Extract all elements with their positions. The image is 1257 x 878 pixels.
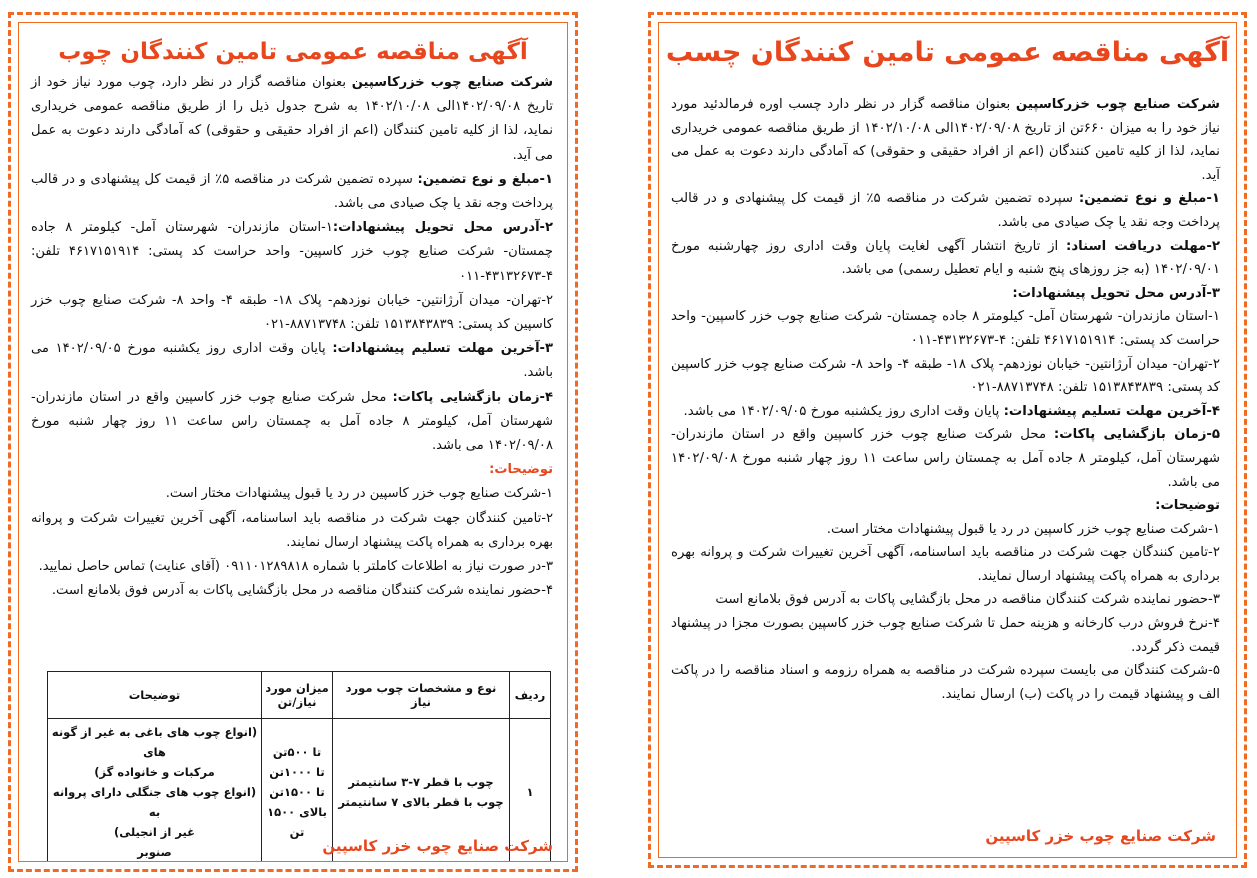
amount-line: تن xyxy=(289,825,305,839)
wood-opening-time xyxy=(31,386,553,459)
wood-address xyxy=(31,216,553,289)
glue-notice-body xyxy=(671,93,1220,706)
glue-notice-title: آگهی مناقصه عمومی تامین کنندگان چسب xyxy=(665,37,1230,68)
glue-opening-time xyxy=(671,423,1220,494)
glue-opening-heading: ۵-زمان بازگشایی پاکات: xyxy=(1053,427,1220,443)
wood-intro xyxy=(31,71,553,168)
wood-notice-title: آگهی مناقصه عمومی تامین کنندگان چوب xyxy=(58,39,528,65)
wood-spec-line: چوب با قطر ۷-۳ سانتیمتر xyxy=(348,775,494,789)
description-line: (انواع چوب های باغی به غیر از گونه های xyxy=(51,725,258,759)
table-header-row xyxy=(48,672,551,719)
description-line: غیر از انجیلی) xyxy=(113,825,196,839)
col-header-row-number: ردیف xyxy=(510,672,551,719)
wood-address-amol: ۱-استان مازندران- شهرستان آمل- کیلومتر ۸ جاده چمستان- شرکت صنایع چوب خزر کاسپین- واحد حراست کد پستی: ۴۶۱۷۱۵۱۹۱۴ تلفن: ۴-۴۳۱۳۲۶۷۳-۰۱۱ xyxy=(31,220,553,284)
col-header-wood-spec: نوع و مشخصات چوب مورد نیاز xyxy=(333,672,510,719)
glue-footer-company: شرکت صنایع چوب خزر کاسپین xyxy=(985,827,1216,845)
wood-spec-line: چوب با قطر بالای ۷ سانتیمتر xyxy=(338,795,504,809)
glue-guarantee-heading: ۱-مبلغ و نوع تضمین: xyxy=(1078,191,1221,207)
glue-note-1: ۱-شرکت صنایع چوب خزر کاسپین در رد یا قبول پیشنهادات مختار است. xyxy=(826,521,1220,537)
wood-submission-text: پایان وقت اداری روز یکشنبه مورخ ۱۴۰۲/۰۹/۰۵ می باشد. xyxy=(31,341,553,381)
amount-line: بالای ۱۵۰۰ xyxy=(267,805,327,819)
wood-opening-text: محل شرکت صنایع چوب خزر کاسپین واقع در استان مازندران- شهرستان آمل، کیلومتر ۸ جاده آمل به چمستان راس ساعت ۱۱ روز چهار شنبه مورخ ۱۴۰۲/۰۹/۰۸ می باشد. xyxy=(31,389,553,454)
wood-requirements-table xyxy=(47,671,551,862)
glue-submission-heading: ۴-آخرین مهلت تسلیم پیشنهادات: xyxy=(1003,403,1220,419)
glue-submission-text: پایان وقت اداری روز یکشنبه مورخ ۱۴۰۲/۰۹/۰۵ می باشد. xyxy=(683,403,1004,419)
glue-notice-frame xyxy=(658,22,1237,858)
glue-guarantee xyxy=(671,187,1220,234)
glue-documents-text: از تاریخ انتشار آگهی لغایت پایان وقت اداری روز چهارشنبه مورخ ۱۴۰۲/۰۹/۰۱ (به جز روزهای پنج شنبه و ایام تعطیل رسمی) می باشد. xyxy=(671,238,1220,278)
wood-note-2: ۲-تامین کنندگان جهت شرکت در مناقصه باید اساسنامه، آگهی آخرین تغییرات شرکت و پروانه بهره برداری به همراه پاکت پیشنهاد ارسال نمایند. xyxy=(31,510,553,550)
description-line: مرکبات و خانواده گز) xyxy=(94,765,215,779)
amount-line: تا ۱۵۰۰تن xyxy=(269,785,325,799)
glue-address-heading: ۳-آدرس محل تحویل پیشنهادات: xyxy=(1012,285,1220,301)
glue-note-4: ۴-نرخ فروش درب کارخانه و هزینه حمل تا شرکت صنایع چوب خزر کاسپین بصورت مجزا در پیشنهاد قیمت ذکر گردد. xyxy=(671,616,1220,655)
wood-notice-frame xyxy=(18,22,568,862)
cell-description xyxy=(48,719,262,863)
glue-tender-notice xyxy=(648,12,1247,868)
wood-guarantee-heading: ۱-مبلغ و نوع تضمین: xyxy=(417,171,553,187)
wood-opening-heading: ۴-زمان بازگشایی پاکات: xyxy=(392,389,553,405)
wood-notice-body xyxy=(31,71,553,603)
wood-note-4: ۴-حضور نماینده شرکت کنندگان مناقصه در محل بازگشایی پاکات به آدرس فوق بلامانع است. xyxy=(51,583,553,599)
wood-submission-deadline xyxy=(31,337,553,385)
glue-note-3: ۳-حضور نماینده شرکت کنندگان مناقصه در محل بازگشایی پاکات به آدرس فوق بلامانع است xyxy=(715,592,1220,608)
col-header-description: توضیحات xyxy=(48,672,262,719)
description-line: صنوبر xyxy=(137,845,172,859)
wood-submission-heading: ۳-آخرین مهلت تسلیم پیشنهادات: xyxy=(332,341,553,357)
glue-note-5: ۵-شرکت کنندگان می بایست سپرده شرکت در مناقصه به همراه رزومه و اسناد مناقصه را در پاکت الف و پیشنهاد قیمت را در پاکت (ب) ارسال نمایند. xyxy=(671,663,1220,702)
wood-notes-heading: توضیحات: xyxy=(489,462,553,478)
glue-submission-deadline xyxy=(671,400,1220,424)
wood-footer-company: شرکت صنایع چوب خزر کاسپین xyxy=(322,837,553,855)
glue-intro xyxy=(671,93,1220,187)
wood-address-heading: ۲-آدرس محل تحویل پیشنهادات: xyxy=(332,220,553,236)
col-header-amount: میزان مورد نیاز/تن xyxy=(262,672,333,719)
glue-address-amol: ۱-استان مازندران- شهرستان آمل- کیلومتر ۸ جاده چمستان- شرکت صنایع چوب خزر کاسپین- واحد حراست کد پستی: ۴۶۱۷۱۵۱۹۱۴ تلفن: ۴-۴۳۱۳۲۶۷۳-۰۱۱ xyxy=(671,309,1220,348)
wood-note-3: ۳-در صورت نیاز به اطلاعات کاملتر با شماره ۰۹۱۱۰۱۲۸۹۸۱۸ (آقای عنایت) تماس حاصل نمایید. xyxy=(38,559,553,575)
wood-address-tehran: ۲-تهران- میدان آرژانتین- خیابان نوزدهم- پلاک ۱۸- طبقه ۴- واحد ۸- شرکت صنایع چوب خزر کاسپین کد پستی: ۱۵۱۳۸۴۳۸۳۹ تلفن: ۸۸۷۱۳۷۴۸-۰۲۱ xyxy=(31,292,553,333)
glue-opening-text: محل شرکت صنایع چوب خزر کاسپین واقع در استان مازندران- شهرستان آمل، کیلومتر ۸ جاده آمل به چمستان راس ساعت ۱۱ روز چهار شنبه مورخ ۱۴۰۲/۰۹/۰۸ می باشد. xyxy=(671,427,1220,490)
glue-address-tehran: ۲-تهران- میدان آرژانتین- خیابان نوزدهم- پلاک ۱۸- طبقه ۴- واحد ۸- شرکت صنایع چوب خزر کاسپین کد پستی: ۱۵۱۳۸۴۳۸۳۹ تلفن: ۸۸۷۱۳۷۴۸-۰۲۱ xyxy=(671,356,1220,396)
glue-notes-heading: توضیحات: xyxy=(1155,498,1220,514)
description-line: (انواع چوب های جنگلی دارای پروانه به xyxy=(52,785,257,819)
wood-guarantee-text: سپرده تضمین شرکت در مناقصه ۵٪ از قیمت کل پیشنهادی و در قالب پرداخت وجه نقد یا چک صیادی می باشد. xyxy=(31,171,553,212)
glue-documents-heading: ۲-مهلت دریافت اسناد: xyxy=(1066,238,1220,254)
glue-intro-text: بعنوان مناقصه گزار در نظر دارد چسب اوره فرمالدئید مورد نیاز خود را به میزان ۶۶۰تن از تاریخ ۱۴۰۲/۰۹/۰۸الی ۱۴۰۲/۱۰/۰۸ از طریق مناقصه عمومی خریداری نماید، لذا از کلیه تامین کنندگان (اعم از افراد حقیقی و حقوقی) که آمادگی دارند دعوت به عمل می آید. xyxy=(671,97,1220,183)
wood-note-1: ۱-شرکت صنایع چوب خزر کاسپین در رد یا قبول پیشنهادات مختار است. xyxy=(165,486,553,502)
wood-intro-text: بعنوان مناقصه گزار در نظر دارد، چوب مورد نیاز خود از تاریخ ۱۴۰۲/۰۹/۰۸الی ۱۴۰۲/۱۰/۰۸ به شرح جدول ذیل را از طریق مناقصه عمومی خریداری نماید، لذا از کلیه تامین کنندگان (اعم از افراد حقیقی و حقوقی) که آمادگی دارند دعوت به عمل می آید. xyxy=(31,75,554,163)
cell-row-number: ۱ xyxy=(510,719,551,863)
wood-intro-company: شرکت صنایع چوب خزرکاسپین xyxy=(351,75,553,90)
glue-intro-company: شرکت صنایع چوب خزرکاسپین xyxy=(1015,97,1220,112)
amount-line: تا ۵۰۰تن xyxy=(272,745,322,759)
wood-tender-notice xyxy=(8,12,578,872)
glue-guarantee-text: سپرده تضمین شرکت در مناقصه ۵٪ از قیمت کل پیشنهادی و در قالب پرداخت وجه نقد یا چک صیادی می باشد. xyxy=(671,191,1220,230)
glue-note-2: ۲-تامین کنندگان جهت شرکت در مناقصه باید اساسنامه، آگهی آخرین تغییرات شرکت و پروانه بهره برداری به همراه پاکت پیشنهاد ارسال نمایند. xyxy=(671,545,1220,584)
glue-documents-deadline xyxy=(671,235,1220,282)
wood-guarantee xyxy=(31,168,553,216)
amount-line: تا ۱۰۰۰تن xyxy=(269,765,325,779)
